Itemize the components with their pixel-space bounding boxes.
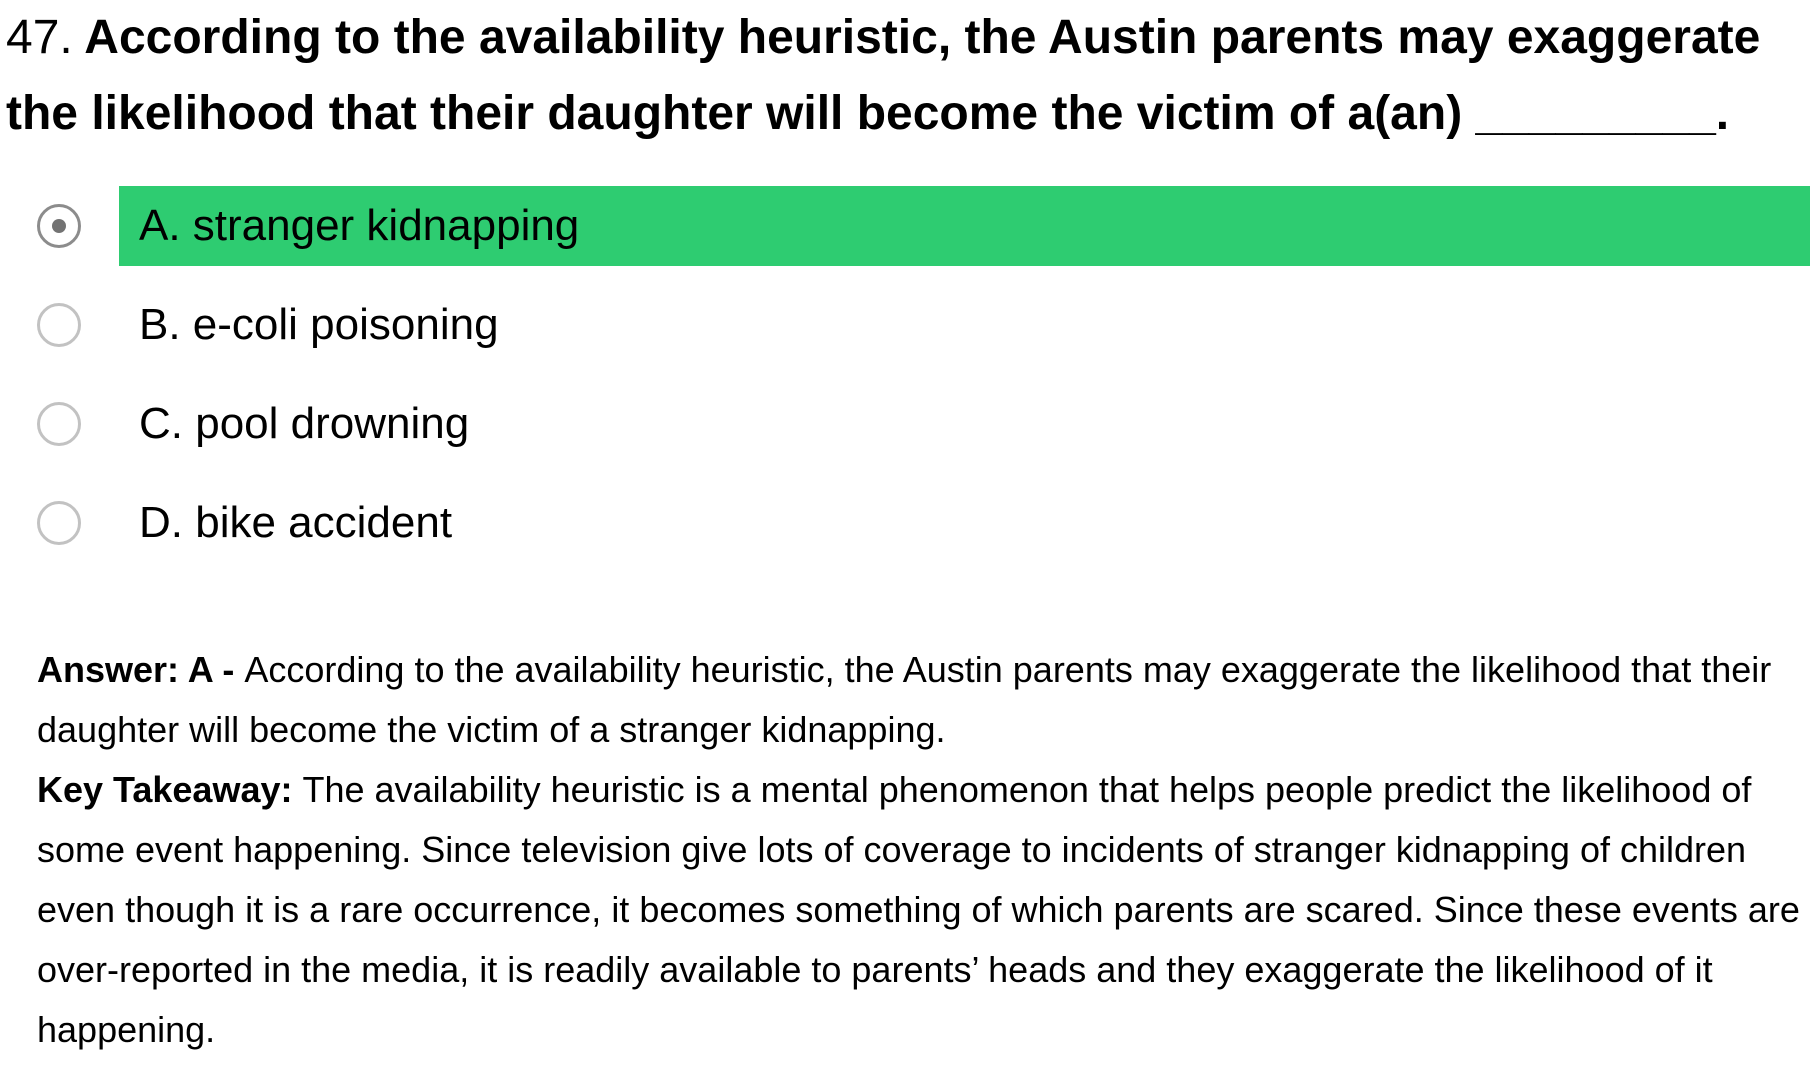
option-c-label[interactable]: C. pool drowning — [139, 399, 470, 448]
question-text — [6, 0, 1796, 152]
takeaway-paragraph — [37, 760, 1812, 1060]
option-a-label[interactable]: A. stranger kidnapping — [119, 186, 1810, 266]
radio-button-c[interactable] — [37, 402, 81, 446]
answer-options — [0, 186, 1820, 582]
radio-selected-dot — [52, 219, 66, 233]
option-c[interactable] — [0, 384, 1820, 464]
option-b[interactable] — [0, 285, 1820, 365]
question-number: 47. — [6, 11, 73, 64]
option-a[interactable] — [0, 186, 1820, 266]
takeaway-text: The availability heuristic is a mental phenomenon that helps people predict the likelihood of some event happening. Since television give lots of coverage to incidents of stranger kidnapping of children even though it is a rare occurrence, it becomes something of which parents are scared. Since these events are over-reported in the media, it is readily available to parents’ heads and they exaggerate the likelihood of it happening. — [37, 769, 1800, 1050]
takeaway-prefix: Key Takeaway: — [37, 769, 303, 810]
option-d[interactable] — [0, 483, 1820, 563]
radio-button-b[interactable] — [37, 303, 81, 347]
option-d-label[interactable]: D. bike accident — [139, 498, 453, 547]
option-b-label[interactable]: B. e-coli poisoning — [139, 300, 499, 349]
answer-text: According to the availability heuristic, the Austin parents may exaggerate the likelihood that their daughter will become the victim of a stranger kidnapping. — [37, 649, 1772, 750]
answer-prefix: Answer: A - — [37, 649, 245, 690]
answer-explanation — [37, 640, 1812, 1060]
radio-button-d[interactable] — [37, 501, 81, 545]
question-body: According to the availability heuristic, the Austin parents may exaggerate the likelihood that their daughter will become the victim of a(an) _________. — [6, 11, 1761, 140]
answer-paragraph — [37, 640, 1812, 760]
radio-button-a[interactable] — [37, 204, 81, 248]
